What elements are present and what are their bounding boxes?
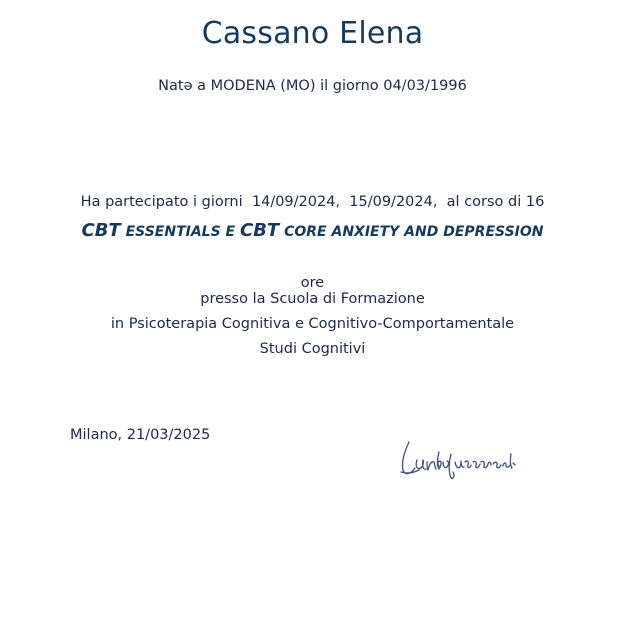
- course-title-part1-big: CBT: [81, 220, 121, 241]
- course-title-part2-big: CBT: [240, 220, 280, 241]
- course-title-part2-small: CORE ANXIETY AND DEPRESSION: [279, 224, 544, 240]
- birth-info: Natə a MODENA (MO) il giorno 04/03/1996: [158, 78, 467, 94]
- school-line-3: Studi Cognitivi: [259, 341, 366, 357]
- attendance-line-2: ore: [300, 275, 325, 291]
- school-info: [0, 287, 625, 362]
- course-title: [0, 219, 625, 244]
- course-title-part1-small: ESSENTIALS E: [120, 224, 240, 240]
- attendance-line-1: Ha partecipato i giorni 14/09/2024, 15/09/2024, al corso di 16: [80, 194, 545, 210]
- participant-name: Cassano Elena: [201, 16, 424, 51]
- place-and-date: Milano, 21/03/2025: [70, 427, 211, 443]
- handwritten-signature: [395, 432, 525, 484]
- school-line-1: presso la Scuola di Formazione: [200, 291, 425, 307]
- school-line-2: in Psicoterapia Cognitiva e Cognitivo-Comportamentale: [110, 316, 515, 332]
